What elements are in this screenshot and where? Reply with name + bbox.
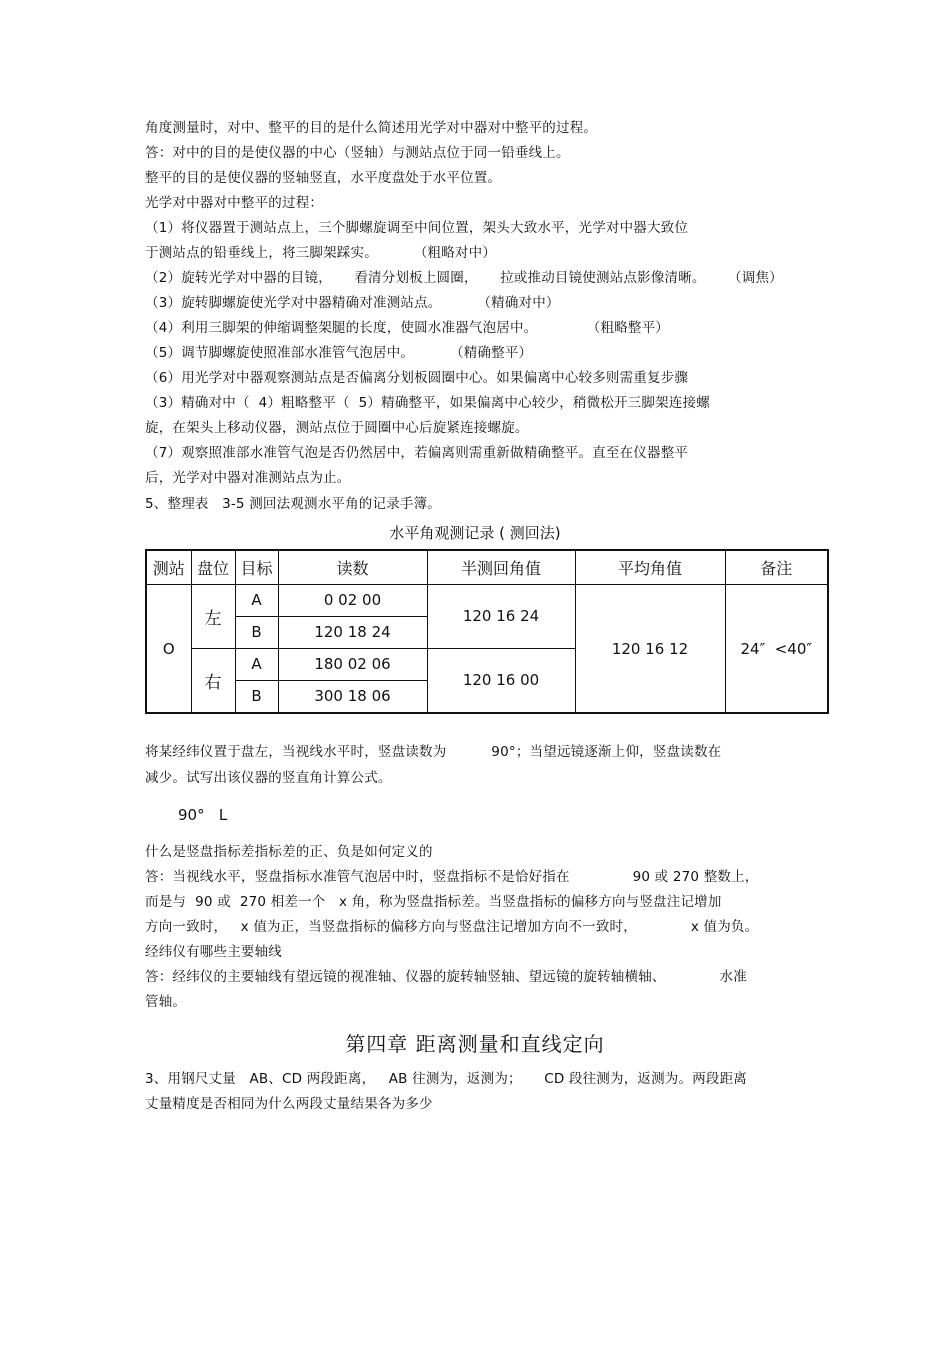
text-line: 经纬仪有哪些主要轴线 xyxy=(145,944,282,960)
text-line: （6）用光学对中器观察测站点是否偏离分划板圆圈中心。如果偏离中心较多则需重复步骤 xyxy=(145,370,689,386)
header-average: 平均角值 xyxy=(575,550,725,585)
text-line: 角度测量时，对中、整平的目的是什么简述用光学对中器对中整平的过程。 xyxy=(145,120,598,136)
header-reading: 读数 xyxy=(278,550,427,585)
text-line: 丈量精度是否相同为什么两段丈量结果各为多少 xyxy=(145,1096,433,1112)
header-half-round: 半测回角值 xyxy=(427,550,575,585)
header-position: 盘位 xyxy=(191,550,235,585)
chapter-title: 第四章 距离测量和直线定向 xyxy=(345,1032,605,1056)
text-line: 整平的目的是使仪器的竖轴竖直，水平度盘处于水平位置。 xyxy=(145,170,502,186)
reading-cell: 0 02 00 xyxy=(278,585,427,617)
reading-cell: 180 02 06 xyxy=(278,648,427,680)
table-row xyxy=(146,585,828,617)
header-target: 目标 xyxy=(235,550,278,585)
header-note: 备注 xyxy=(725,550,828,585)
text-line: （3）旋转脚螺旋使光学对中器精确对准测站点。 （精确对中） xyxy=(145,295,560,311)
text-line: 答：当视线水平，竖盘指标水准管气泡居中时，竖盘指标不是恰好指在 90 或 270 整数上， xyxy=(145,869,759,885)
text-line: （7）观察照准部水准管气泡是否仍然居中，若偏离则需重新做精确整平。直至在仪器整平 xyxy=(145,445,689,461)
text-line: 3、用钢尺丈量 AB、CD 两段距离， AB 往测为，返测为； CD 段往测为，返测为。两段距离 xyxy=(145,1071,748,1087)
text-line: （4）利用三脚架的伸缩调整架腿的长度，使圆水准器气泡居中。 （粗略整平） xyxy=(145,320,669,336)
note-cell: 24″ <40″ xyxy=(725,585,828,714)
text-line: 光学对中器对中整平的过程： xyxy=(145,195,324,211)
half-round-left-cell: 120 16 24 xyxy=(427,585,575,649)
formula: 90° L xyxy=(178,806,228,824)
station-cell: O xyxy=(146,585,191,714)
text-line: 而是与 90 或 270 相差一个 x 角，称为竖盘指标差。当竖盘指标的偏移方向与竖盘注记增加 xyxy=(145,894,722,910)
half-round-right-cell: 120 16 00 xyxy=(427,648,575,713)
target-cell: A xyxy=(235,648,278,680)
text-line: 旋，在架头上移动仪器，测站点位于圆圈中心后旋紧连接螺旋。 xyxy=(145,420,529,436)
text-line: 后，光学对中器对准测站点为止。 xyxy=(145,470,351,486)
text-line: （3）精确对中（ 4）粗略整平（ 5）精确整平，如果偏离中心较少，稍微松开三脚架连接螺 xyxy=(145,395,710,411)
target-cell: A xyxy=(235,585,278,617)
target-cell: B xyxy=(235,616,278,648)
text-line: 什么是竖盘指标差指标差的正、负是如何定义的 xyxy=(145,844,433,860)
horizontal-angle-table xyxy=(145,549,829,714)
text-line: 答：经纬仪的主要轴线有望远镜的视准轴、仪器的旋转轴竖轴、望远镜的旋转轴横轴、 水准 xyxy=(145,969,747,985)
left-position-cell: 左 xyxy=(191,585,235,649)
table-caption: 水平角观测记录 ( 测回法) xyxy=(389,524,561,542)
table-header-row xyxy=(146,550,828,585)
text-line: 减少。试写出该仪器的竖直角计算公式。 xyxy=(145,770,392,786)
reading-cell: 120 18 24 xyxy=(278,616,427,648)
text-line: 将某经纬仪置于盘左，当视线水平时，竖盘读数为 90°；当望远镜逐渐上仰，竖盘读数在 xyxy=(145,744,722,760)
header-station: 测站 xyxy=(146,550,191,585)
text-line: （2）旋转光学对中器的目镜， 看清分划板上圆圈， 拉或推动目镜使测站点影像清晰。 （调焦） xyxy=(145,270,783,286)
text-line: 于测站点的铅垂线上，将三脚架踩实。 （粗略对中） xyxy=(145,245,497,261)
target-cell: B xyxy=(235,680,278,713)
text-line: 方向一致时， x 值为正，当竖盘指标的偏移方向与竖盘注记增加方向不一致时， x 值为负。 xyxy=(145,919,759,935)
text-line: （5）调节脚螺旋使照准部水准管气泡居中。 （精确整平） xyxy=(145,345,533,361)
average-cell: 120 16 12 xyxy=(575,585,725,714)
text-line: （1）将仪器置于测站点上，三个脚螺旋调至中间位置，架头大致水平，光学对中器大致位 xyxy=(145,220,689,236)
text-line: 5、整理表 3-5 测回法观测水平角的记录手簿。 xyxy=(145,496,442,512)
text-line: 答：对中的目的是使仪器的中心（竖轴）与测站点位于同一铅垂线上。 xyxy=(145,145,570,161)
right-position-cell: 右 xyxy=(191,648,235,713)
reading-cell: 300 18 06 xyxy=(278,680,427,713)
text-line: 管轴。 xyxy=(145,994,187,1010)
